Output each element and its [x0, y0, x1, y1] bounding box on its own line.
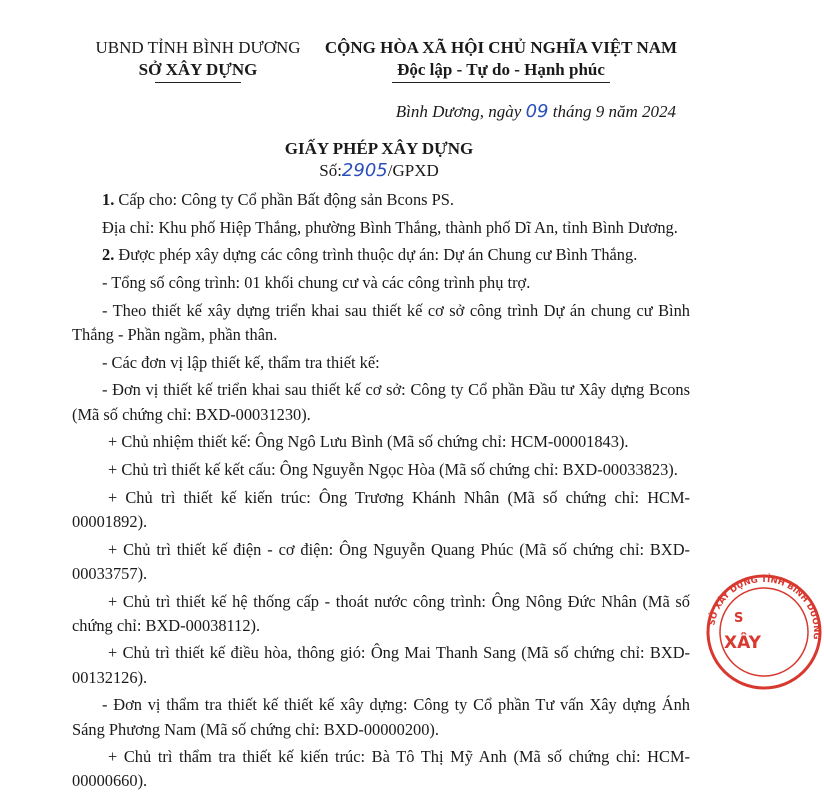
- paragraph-text: + Chủ trì thiết kế điều hòa, thông gió: Ông Mai Thanh Sang (Mã số chứng chỉ: BXD-00132126).: [72, 643, 690, 687]
- paragraph-text: - Tổng số công trình: 01 khối chung cư và các công trình phụ trợ.: [102, 273, 531, 293]
- paragraph: [72, 486, 690, 534]
- paragraph-text: - Các đơn vị lập thiết kế, thẩm tra thiết kế:: [102, 352, 380, 372]
- date-month: 9: [595, 102, 605, 121]
- agency-underline: [155, 82, 241, 83]
- paragraph: [72, 590, 690, 638]
- permit-number-line: [0, 160, 758, 181]
- agency-name: SỞ XÂY DỰNG: [138, 60, 258, 79]
- paragraph: [72, 641, 690, 689]
- paragraph: [72, 458, 690, 482]
- paragraph-number: 2.: [102, 245, 115, 265]
- motto-underline: [392, 82, 610, 83]
- date-year: 2024: [642, 102, 676, 121]
- permit-title: GIẤY PHÉP XÂY DỰNG: [284, 139, 474, 158]
- seal-ring-text: SỞ XÂY DỰNG TỈNH BÌNH DƯƠNG: [707, 574, 822, 640]
- paragraph-text: Được phép xây dựng các công trình thuộc dự án: Dự án Chung cư Bình Thắng.: [114, 245, 638, 265]
- paragraph-text: + Chủ trì thiết kế kết cấu: Ông Nguyễn Ngọc Hòa (Mã số chứng chỉ: BXD-00033823).: [108, 460, 678, 480]
- paragraph: [72, 693, 690, 741]
- svg-text:XÂY: XÂY: [724, 633, 761, 653]
- paragraph: [72, 243, 690, 267]
- dateline: [0, 101, 676, 122]
- paragraph-text: - Theo thiết kế xây dựng triển khai sau thiết kế cơ sở công trình Dự án chung cư Bình Thắng - Phần ngầm, phần thân.: [72, 300, 690, 345]
- paragraph: [72, 351, 690, 375]
- permit-body: [72, 188, 690, 797]
- national-motto: Độc lập - Tự do - Hạnh phúc: [397, 60, 605, 79]
- paragraph-text: + Chủ trì thiết kế điện - cơ điện: Ông Nguyễn Quang Phúc (Mã số chứng chỉ: BXD-00033757).: [72, 539, 690, 583]
- permit-number: 2905: [341, 160, 388, 181]
- svg-text:SỞ XÂY DỰNG TỈNH BÌNH DƯƠNG: [706, 573, 821, 640]
- paragraph: [72, 299, 690, 347]
- permit-number-suffix: /GPXD: [387, 161, 439, 180]
- date-year-label: năm: [608, 102, 638, 121]
- paragraph-text: + Chủ trì thiết kế kiến trúc: Ông Trương Khánh Nhân (Mã số chứng chỉ: HCM-00001892).: [72, 487, 690, 531]
- date-day: 09: [525, 101, 549, 122]
- permit-number-prefix: Số:: [319, 161, 342, 180]
- paragraph-text: - Đơn vị thiết kế triển khai sau thiết kế cơ sở: Công ty Cổ phần Đầu tư Xây dựng Bcons (Mã số chứng chỉ: BXD-00031230).: [72, 380, 690, 424]
- svg-text:S: S: [734, 611, 744, 626]
- paragraph-text: Cấp cho: Công ty Cổ phần Bất động sản Bcons PS.: [114, 190, 454, 209]
- paragraph-text: - Đơn vị thẩm tra thiết kế thiết kế xây dựng: Công ty Cổ phần Tư vấn Xây dựng Ánh Sáng Phương Nam (Mã số chứng chỉ: BXD-00000200).: [72, 695, 690, 739]
- paragraph: [72, 188, 690, 212]
- paragraph: [72, 745, 690, 793]
- official-seal-stamp: [704, 572, 824, 692]
- national-header-block: [316, 37, 686, 83]
- date-place-prefix: Bình Dương, ngày: [395, 102, 522, 121]
- paragraph-text: + Chủ trì thiết kế hệ thống cấp - thoát nước công trình: Ông Nông Đức Nhân (Mã số chứng chỉ: BXD-00038112).: [72, 591, 690, 635]
- national-title: CỘNG HÒA XÃ HỘI CHỦ NGHĨA VIỆT NAM: [324, 38, 678, 57]
- paragraph: [72, 271, 690, 295]
- paragraph-text: Địa chỉ: Khu phố Hiệp Thắng, phường Bình Thắng, thành phố Dĩ An, tỉnh Bình Dương.: [102, 217, 678, 237]
- issuing-agency-block: [88, 37, 308, 83]
- paragraph-text: + Chủ nhiệm thiết kế: Ông Ngô Lưu Bình (Mã số chứng chỉ: HCM-00001843).: [108, 432, 629, 452]
- date-month-label: tháng: [552, 102, 592, 121]
- paragraph-text: + Chủ trì thẩm tra thiết kế kiến trúc: Bà Tô Thị Mỹ Anh (Mã số chứng chỉ: HCM-00000660).: [72, 747, 690, 791]
- paragraph: [72, 378, 690, 426]
- paragraph: [72, 538, 690, 586]
- paragraph-number: 1.: [102, 190, 115, 209]
- paragraph: [72, 430, 690, 454]
- agency-parent: UBND TỈNH BÌNH DƯƠNG: [95, 38, 301, 57]
- paragraph: [72, 216, 690, 240]
